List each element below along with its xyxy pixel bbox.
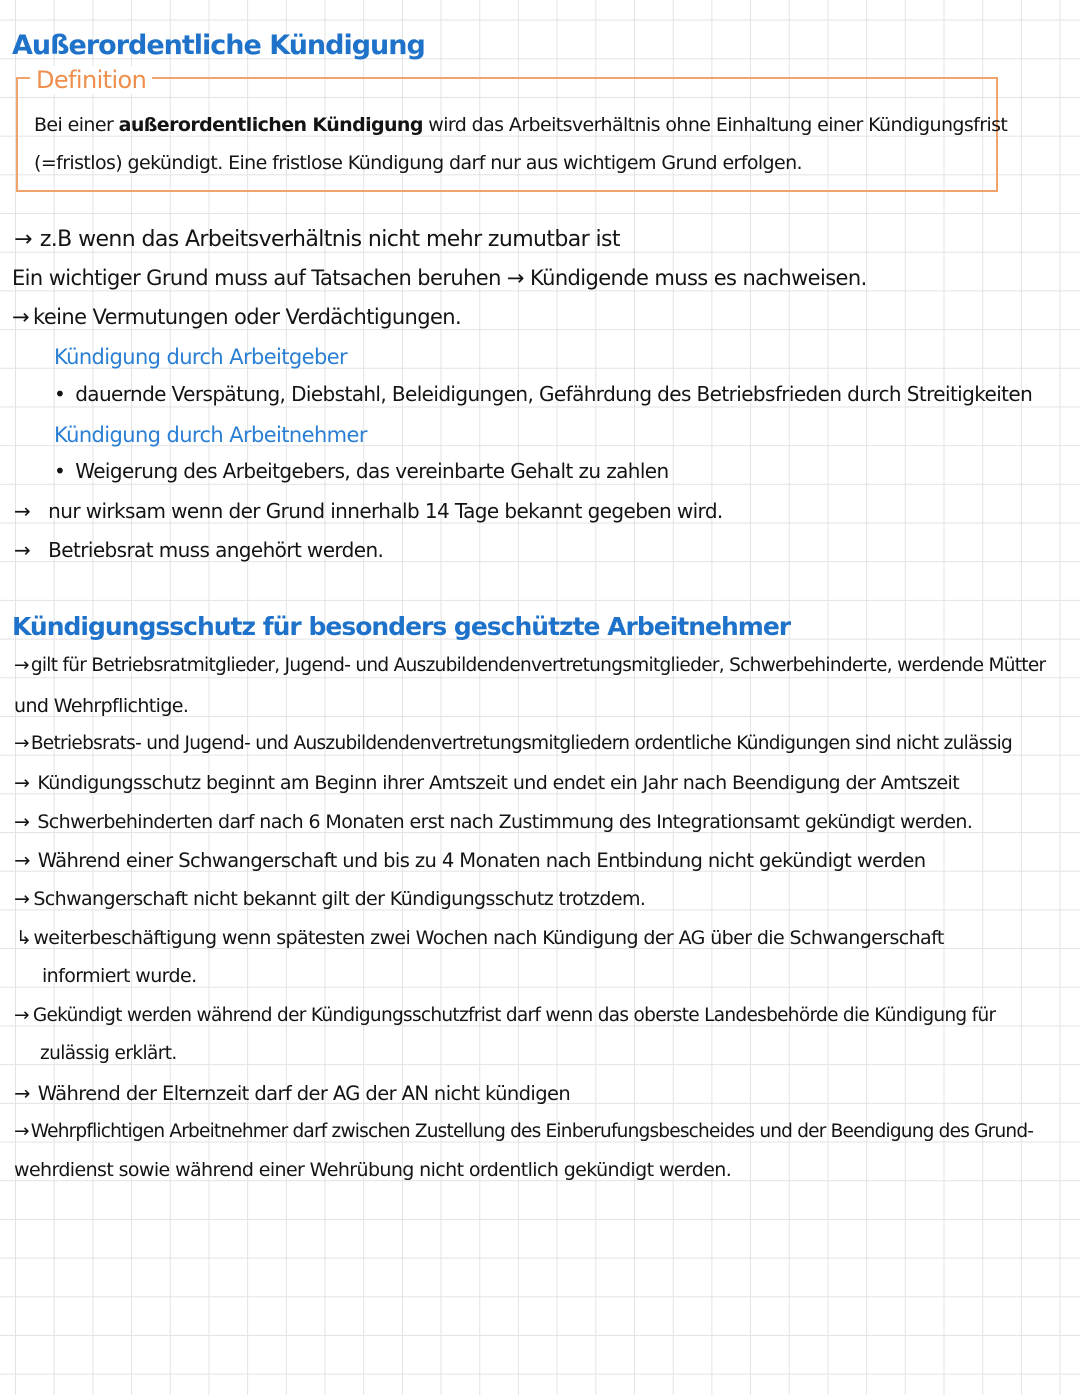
- arrow-right-icon: →: [14, 499, 31, 523]
- point-line-1: [14, 735, 1012, 754]
- definition-keyword: außerordentlichen Kündigung: [118, 114, 423, 136]
- definition-text-line-1: [34, 116, 1007, 135]
- arrow-right-icon: →: [14, 1005, 29, 1026]
- definition-text-line-2: (=fristlos) gekündigt. Eine fristlose Kündigung darf nur aus wichtigem Grund erfolgen.: [34, 152, 802, 174]
- closing-text: nur wirksam wenn der Grund innerhalb 14 Tage bekannt gegeben wird.: [48, 499, 723, 523]
- intro-line-2: und Wehrpflichtige.: [14, 695, 189, 717]
- point-line-7: [14, 1084, 570, 1104]
- intro-line-1: [14, 657, 1045, 676]
- point-text: Wehrpflichtigen Arbeitnehmer darf zwischen Zustellung des Einberufungsbescheides und der Beendigung des Grund-: [30, 1121, 1034, 1142]
- employee-reasons-text: Weigerung des Arbeitgebers, das vereinbarte Gehalt zu zahlen: [75, 459, 669, 483]
- subheading-employee: Kündigung durch Arbeitnehmer: [54, 423, 367, 447]
- point-line-8: [14, 1123, 1033, 1142]
- definition-text-pre: Bei einer: [34, 114, 119, 136]
- arrow-right-icon: →: [14, 888, 30, 910]
- point-text: Kündigungsschutz beginnt am Beginn ihrer Amtszeit und endet ein Jahr nach Beendigung der Amtszeit: [37, 772, 960, 794]
- note-line-1: [14, 229, 620, 251]
- note-line-3: [12, 307, 461, 328]
- arrow-right-icon: →: [14, 655, 29, 676]
- arrow-right-icon: →: [14, 733, 29, 754]
- point-line-2: [14, 774, 959, 793]
- closing-line-1: [14, 501, 723, 521]
- point-text: Während einer Schwangerschaft und bis zu 4 Monaten nach Entbindung nicht gekündigt werden: [37, 849, 926, 872]
- closing-text: Betriebsrat muss angehört werden.: [48, 538, 384, 562]
- point-text: Gekündigt werden während der Kündigungsschutzfrist darf wenn das oberste Landesbehörde die Kündigung für: [32, 1005, 996, 1026]
- definition-text-post: wird das Arbeitsverhältnis ohne Einhaltung einer Kündigungsfrist: [422, 114, 1008, 136]
- bullet-icon: •: [54, 382, 66, 406]
- point-line-3: [14, 813, 972, 832]
- point-text: Betriebsrats- und Jugend- und Auszubildendenvertretungsmitgliedern ordentliche Kündigungen sind nicht zulässig: [30, 733, 1013, 754]
- point-line-6: [14, 1007, 995, 1026]
- arrow-right-icon: →: [14, 227, 32, 252]
- employee-reasons: [54, 461, 669, 481]
- intro-text: gilt für Betriebsratmitglieder, Jugend- und Auszubildendenvertretungsmitglieder, Schwerbehinderte, werdende Mütter: [30, 655, 1046, 676]
- employer-reasons: [54, 384, 1032, 404]
- sub-point-line-2: informiert wurde.: [42, 965, 197, 987]
- section-title-ausserordentliche-kuendigung: Außerordentliche Kündigung: [12, 30, 425, 61]
- arrow-right-icon: →: [14, 849, 30, 872]
- arrow-right-icon: →: [14, 538, 31, 562]
- note-text: keine Vermutungen oder Verdächtigungen.: [33, 305, 462, 329]
- note-line-2: Ein wichtiger Grund muss auf Tatsachen beruhen → Kündigende muss es nachweisen.: [12, 266, 867, 290]
- point-text: Schwangerschaft nicht bekannt gilt der Kündigungsschutz trotzdem.: [33, 888, 646, 910]
- sub-point-text: weiterbeschäftigung wenn spätesten zwei Wochen nach Kündigung der AG über die Schwangerschaft: [33, 927, 944, 949]
- employer-reasons-text: dauernde Verspätung, Diebstahl, Beleidigungen, Gefährdung des Betriebsfrieden durch Streitigkeiten: [75, 382, 1033, 406]
- point-text: Schwerbehinderten darf nach 6 Monaten erst nach Zustimmung des Integrationsamt gekündigt werden.: [37, 811, 973, 833]
- closing-line-2: [14, 540, 383, 560]
- return-arrow-icon: ↳: [16, 927, 32, 949]
- arrow-right-icon: →: [14, 1121, 29, 1142]
- arrow-right-icon: →: [14, 772, 30, 794]
- note-text: z.B wenn das Arbeitsverhältnis nicht mehr zumutbar ist: [39, 227, 620, 252]
- subheading-employer: Kündigung durch Arbeitgeber: [54, 345, 348, 369]
- arrow-right-icon: →: [14, 811, 30, 833]
- point-line-6-cont: zulässig erklärt.: [40, 1043, 177, 1064]
- bullet-icon: •: [54, 459, 66, 483]
- sub-point-line-1: [16, 929, 944, 948]
- point-line-8-cont: wehrdienst sowie während einer Wehrübung nicht ordentlich gekündigt werden.: [14, 1159, 732, 1181]
- definition-label: Definition: [30, 66, 152, 94]
- point-line-4: [14, 851, 926, 871]
- point-text: Während der Elternzeit darf der AG der AN nicht kündigen: [37, 1082, 571, 1105]
- section-title-kuendigungsschutz: Kündigungsschutz für besonders geschützte Arbeitnehmer: [12, 612, 791, 641]
- arrow-right-icon: →: [12, 305, 29, 329]
- point-line-5: [14, 890, 645, 909]
- arrow-right-icon: →: [14, 1082, 30, 1105]
